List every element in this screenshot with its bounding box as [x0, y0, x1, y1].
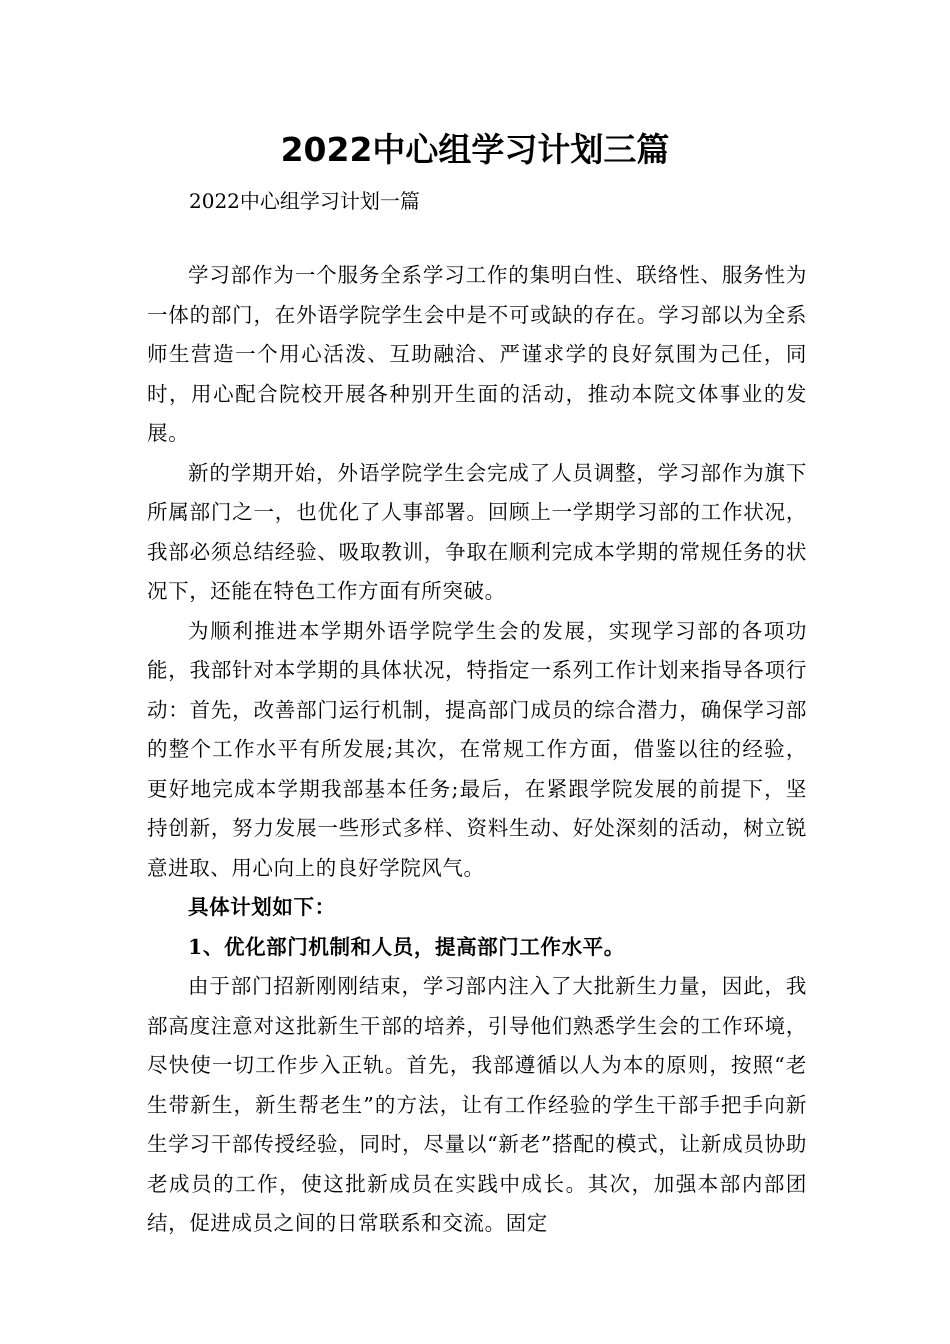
document-body	[147, 256, 807, 1244]
body-paragraph: 由于部门招新刚刚结束，学习部内注入了大批新生力量，因此，我部高度注意对这批新生干部的培养，引导他们熟悉学生会的工作环境，尽快使一切工作步入正轨。首先，我部遵循以人为本的原则，按照“老生带新生，新生帮老生”的方法，让有工作经验的学生干部手把手向新生学习干部传授经验，同时，尽量以“新老”搭配的模式，让新成员协助老成员的工作，使这批新成员在实践中成长。其次，加强本部内部团结，促进成员之间的日常联系和交流。固定	[147, 974, 807, 1235]
body-paragraph: 新的学期开始，外语学院学生会完成了人员调整，学习部作为旗下所属部门之一，也优化了人事部署。回顾上一学期学习部的工作状况，我部必须总结经验、吸取教训，争取在顺利完成本学期的常规任务的状况下，还能在特色工作方面有所突破。	[147, 460, 807, 603]
document-title: 2022中心组学习计划三篇	[280, 130, 670, 169]
body-paragraph: 为顺利推进本学期外语学院学生会的发展，实现学习部的各项功能，我部针对本学期的具体状况，特指定一系列工作计划来指导各项行动：首先，改善部门运行机制，提高部门成员的综合潜力，确保学习部的整个工作水平有所发展;其次，在常规工作方面，借鉴以往的经验，更好地完成本学期我部基本任务;最后，在紧跟学院发展的前提下，坚持创新，努力发展一些形式多样、资料生动、好处深刻的活动，树立锐意进取、用心向上的良好学院风气。	[147, 618, 807, 880]
body-paragraph: 学习部作为一个服务全系学习工作的集明白性、联络性、服务性为一体的部门，在外语学院学生会中是不可或缺的存在。学习部以为全系师生营造一个用心活泼、互助融洽、严谨求学的良好氛围为己任，同时，用心配合院校开展各种别开生面的活动，推动本院文体事业的发展。	[147, 263, 807, 445]
section-heading: 具体计划如下：	[188, 895, 336, 919]
section-heading: 1、优化部门机制和人员，提高部门工作水平。	[188, 934, 625, 959]
document-subtitle: 2022中心组学习计划一篇	[189, 189, 420, 213]
